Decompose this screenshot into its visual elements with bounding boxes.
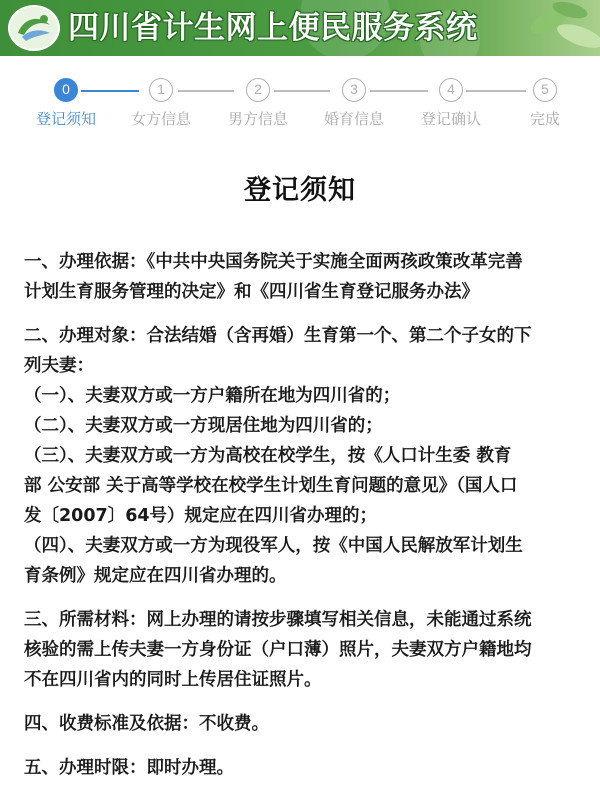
section-fees [24, 709, 580, 739]
text-line: （三）、夫妻双方或一方为高校在校学生，按《人口计生委 教育 [24, 446, 512, 466]
step-female-info[interactable] [121, 78, 201, 129]
app-header [0, 0, 600, 56]
notice-content [24, 247, 580, 783]
step-number: 3 [342, 78, 366, 102]
step-label: 完成 [529, 110, 560, 128]
text-line: 不在四川省内的同时上传居住证照片。 [24, 670, 322, 690]
step-confirm[interactable] [411, 78, 491, 129]
text-line: 四、收费标准及依据：不收费。 [24, 714, 269, 734]
step-male-info[interactable] [218, 78, 298, 129]
progress-stepper [0, 74, 600, 134]
text-line: 五、办理时限：即时办理。 [24, 758, 234, 778]
step-label: 登记须知 [35, 110, 96, 128]
section-eligibility [24, 321, 580, 591]
page-title: 登记须知 [244, 175, 356, 206]
text-line: （一）、夫妻双方或一方户籍所在地为四川省的； [24, 386, 401, 406]
text-line: 三、所需材料：网上办理的请按步骤填写相关信息，未能通过系统 [24, 610, 532, 630]
text-line: 发〔2007〕64号）规定应在四川省办理的； [24, 506, 378, 526]
text-line: 育条例》规定应在四川省办理的。 [24, 566, 287, 586]
text-line: 一、办理依据：《中共中央国务院关于实施全面两孩政策改革完善 [24, 252, 523, 272]
step-number: 5 [533, 78, 557, 102]
step-number: 0 [54, 78, 78, 102]
text-line: 核验的需上传夫妻一方身份证（户口薄）照片，夫妻双方户籍地均 [24, 640, 532, 660]
step-label: 登记确认 [420, 110, 481, 128]
text-line: （二）、夫妻双方或一方现居住地为四川省的； [24, 416, 383, 436]
text-line: 计划生育服务管理的决定》和《四川省生育登记服务办法》 [24, 282, 479, 302]
text-line: 二、办理对象：合法结婚（含再婚）生育第一个、第二个子女的下 [24, 326, 532, 346]
text-line: （四）、夫妻双方或一方为现役军人，按《中国人民解放军计划生 [24, 536, 523, 556]
step-number: 2 [246, 78, 270, 102]
step-label: 男方信息 [227, 110, 288, 128]
text-line: 列夫妻： [24, 356, 94, 376]
text-line: 部 公安部 关于高等学校在校学生计划生育问题的意见》（国人口 [24, 476, 518, 496]
step-label: 女方信息 [130, 110, 191, 128]
step-label: 婚育信息 [323, 110, 384, 128]
section-materials [24, 605, 580, 695]
step-number: 1 [149, 78, 173, 102]
step-complete[interactable] [505, 78, 585, 129]
leaves-decoration-icon [520, 0, 600, 56]
section-basis [24, 247, 580, 307]
step-marriage-info[interactable] [314, 78, 394, 129]
step-number: 4 [439, 78, 463, 102]
section-time-limit [24, 753, 580, 783]
app-title: 四川省计生网上便民服务系统 [68, 10, 478, 46]
step-notice[interactable] [26, 78, 106, 129]
family-planning-logo-icon [8, 5, 60, 51]
